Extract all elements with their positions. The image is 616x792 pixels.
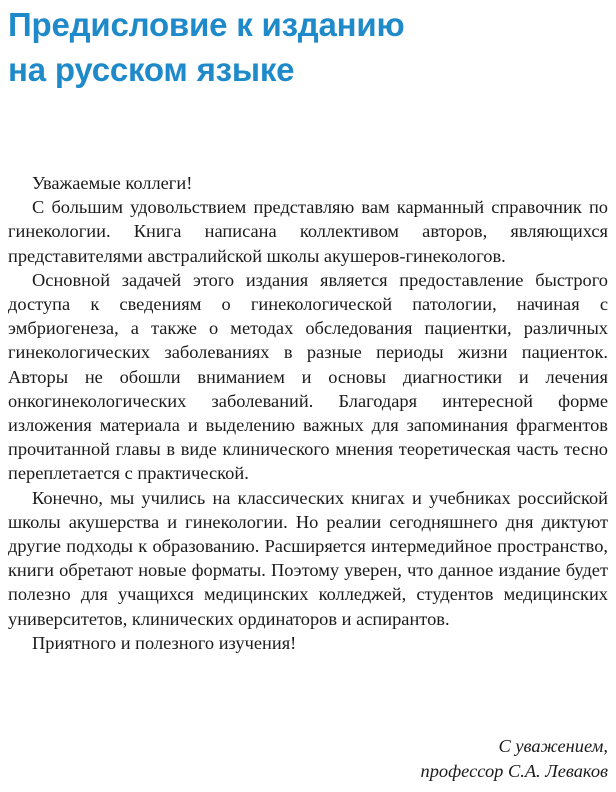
- preface-body: [8, 171, 608, 655]
- greeting: Уважаемые коллеги!: [32, 173, 193, 193]
- page-title-line-1: Предисловие к изданию: [8, 6, 405, 43]
- page-title-line-2: на русском языке: [8, 51, 295, 88]
- signature-author: профессор С.А. Леваков: [420, 761, 608, 781]
- paragraph: Конечно, мы учились на классических книгах и учебниках российской школы акушерства и гинекологии. Но реалии сегодняшнего дня диктуют другие подходы к образованию. Расширяется интермедийное пространство, книги обретают новые форматы. Поэтому уверен, что данное издание будет полезно для учащихся медицинских колледжей, студентов медицинских университетов, клинических ординаторов и аспирантов.: [8, 487, 608, 629]
- closing-line: Приятного и полезного изучения!: [32, 632, 297, 653]
- paragraph: Основной задачей этого издания является предоставление быстрого доступа к сведениям о гинекологической патологии, начиная с эмбриогенеза, а также о методах обследования пациентки, различных гинекологических заболеваниях в разные периоды жизни пациенток. Авторы не обошли вниманием и основы диагностики и лечения онкогинекологических заболеваний. Благодаря интересной форме изложения материала и выделению важных для запоминания фрагментов прочитанной главы в виде клинического мнения теоретическая часть тесно переплетается с практической.: [8, 269, 608, 484]
- signature-salutation: С уважением,: [498, 736, 608, 756]
- signature-block: [421, 734, 608, 784]
- page-title: [8, 2, 608, 92]
- paragraph: С большим удовольствием представляю вам карманный справочник по гинекологии. Книга написана коллективом авторов, являющихся представителями австралийской школы акушеров-гинекологов.: [8, 197, 608, 266]
